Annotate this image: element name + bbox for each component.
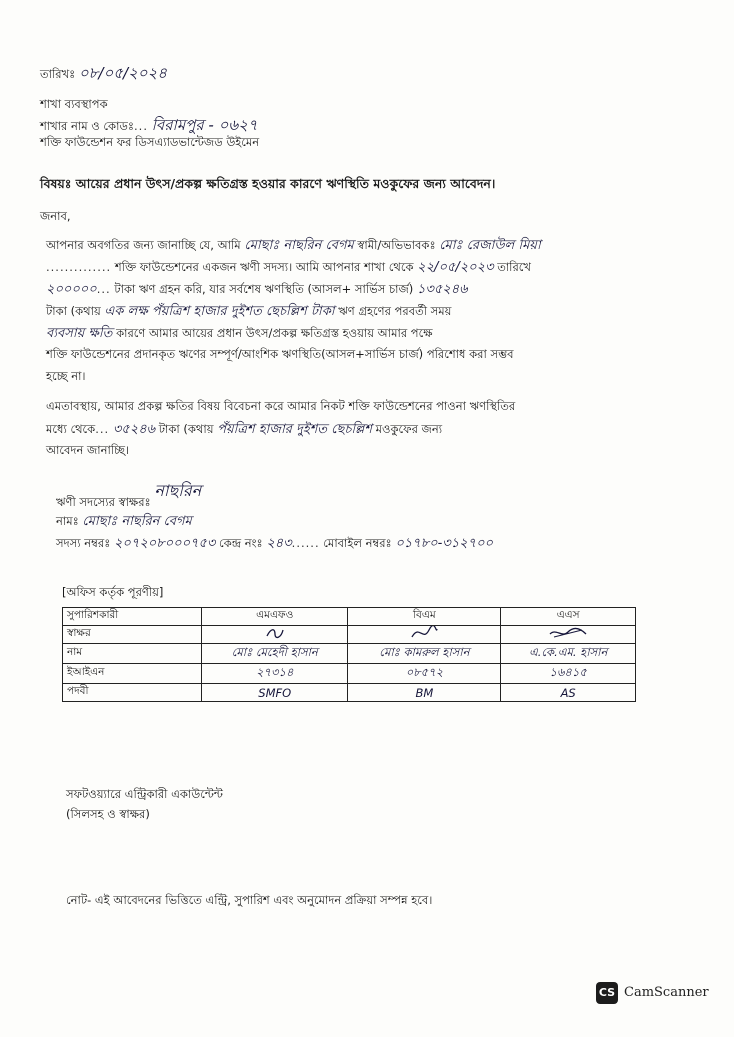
branch-line: শাখার নাম ও কোডঃ... বিরামপুর - ০৬২৭ <box>40 116 258 134</box>
office-table-header <box>63 608 636 626</box>
borrower-name-label: নামঃ <box>56 514 79 528</box>
para1-l3-text: টাকা ঋণ গ্রহন করি, যার সর্বশেষ ঋণস্থিতি (আসল+ সার্ভিস চার্জ) <box>114 282 414 296</box>
table-row <box>63 684 636 702</box>
para1-line7: হচ্ছে না। <box>46 369 86 383</box>
para1-l1-pre: আপনার অবগতির জন্য জানাচ্ছি যে, আমি <box>46 238 241 252</box>
loan-amount: ২০০০০০ <box>46 282 97 297</box>
bm-designation: BM <box>348 684 501 702</box>
col-mfo: এমএফও <box>202 608 348 626</box>
date-line <box>40 62 167 87</box>
para1-l4-suffix: ঋণ গ্রহণের পরবর্তী সময় <box>338 304 452 318</box>
table-row <box>63 644 636 664</box>
organization-name: শক্তি ফাউন্ডেশন ফর ডিসএ্যাডভান্টেজড উইমেন <box>40 135 260 149</box>
note-text: নোট- এই আবেদনের ভিত্তিতে এন্ট্রি, সুপারিশ এবং অনুমোদন প্রক্রিয়া সম্পন্ন হবে। <box>66 893 433 907</box>
borrower-name-line <box>56 512 192 533</box>
para2-line1: এমতাবস্থায়, আমার প্রকল্প ক্ষতির বিষয় বিবেচনা করে আমার নিকট শক্তি ফাউন্ডেশনের পাওনা ঋণস্থিতির <box>46 399 516 413</box>
loss-reason: ব্যবসায় ক্ষতি <box>46 326 113 341</box>
col-recommender: সুপারিশকারী <box>63 608 202 626</box>
para1-line4 <box>46 302 451 323</box>
balance-in-words: এক লক্ষ পঁয়ত্রিশ হাজার দুইশত ছেচল্লিশ টাকা <box>104 304 335 319</box>
para1-line6: শক্তি ফাউন্ডেশনের প্রদানকৃত ঋণের সম্পূর্ণ/আংশিক ঋণস্থিতি(আসল+সার্ভিস চার্জ) পরিশোধ করা সম্ভব <box>46 347 514 361</box>
member-no: ২০৭২০৮০০০৭৫৩ <box>113 536 216 551</box>
waiver-words-label: টাকা (কথায় <box>158 422 214 436</box>
bm-ein: ০৮৫৭২ <box>348 664 501 684</box>
row-label-name: নাম <box>63 644 202 664</box>
branch-value: বিরামপুর - ০৬২৭ <box>151 116 258 134</box>
salutation: জনাব, <box>40 209 71 223</box>
waiver-amount: ৩৫২৪৬ <box>112 422 156 437</box>
row-label-designation: পদবী <box>63 684 202 702</box>
para1-line5 <box>46 324 433 345</box>
guardian-name: মোঃ রেজাউল মিয়া <box>439 238 541 253</box>
borrower-signature-line <box>56 481 202 515</box>
branch-label: শাখার নাম ও কোডঃ <box>40 119 135 133</box>
subject-line: বিষয়ঃ আয়ের প্রধান উৎস/প্রকল্প ক্ষতিগ্রস্ত হওয়ার কারণে ঋণস্থিতি মওকুফের জন্য আবেদন। <box>40 176 496 191</box>
para1-line3: ২০০০০০... টাকা ঋণ গ্রহন করি, যার সর্বশেষ ঋণস্থিতি (আসল+ সার্ভিস চার্জ) ১৩৫২৪৬ <box>46 282 468 297</box>
office-heading: [অফিস কর্তৃক পূরণীয়] <box>62 585 164 599</box>
as-name: এ.কে.এম. হাসান <box>501 644 636 664</box>
waiver-in-words: পঁয়ত্রিশ হাজার দুইশত ছেচল্লিশ <box>217 422 372 437</box>
member-no-label: সদস্য নম্বরঃ <box>56 536 111 550</box>
member-info-line: সদস্য নম্বরঃ ২০৭২০৮০০০৭৫৩ কেন্দ্র নংঃ ২৪৩...... মোবাইল নম্বরঃ ০১৭৮০-৩১২৭০০ <box>56 536 493 551</box>
col-bm: বিএম <box>348 608 501 626</box>
loan-balance: ১৩৫২৪৬ <box>416 282 468 297</box>
as-ein: ১৬৪১৫ <box>501 664 636 684</box>
date-label: তারিখঃ <box>40 67 76 81</box>
mfo-signature <box>202 626 348 644</box>
row-label-signature: স্বাক্ষর <box>63 626 202 644</box>
camscanner-logo-icon: CS <box>596 982 618 1004</box>
date-value: ০৮/০৫/২০২৪ <box>78 64 167 82</box>
mobile-label: মোবাইল নম্বরঃ <box>323 536 392 550</box>
bm-name: মোঃ কামরুল হাসান <box>348 644 501 664</box>
as-designation: AS <box>501 684 636 702</box>
bm-signature <box>348 626 501 644</box>
mfo-name: মোঃ মেহেদী হাসান <box>202 644 348 664</box>
para2-line3: আবেদন জানাচ্ছি। <box>46 443 130 457</box>
para1-l5-text: কারণে আমার আয়ের প্রধান উৎস/প্রকল্প ক্ষতিগ্রস্ত হওয়ায় আমার পক্ষে <box>116 326 433 340</box>
para1-l2-suffix: তারিখে <box>497 260 531 274</box>
table-row <box>63 626 636 644</box>
para1-line1 <box>46 236 541 257</box>
mfo-ein: ২৭৩১৪ <box>202 664 348 684</box>
branch-manager-label: শাখা ব্যবস্থাপক <box>40 97 108 111</box>
table-row <box>63 664 636 684</box>
para2-line2: মধ্যে থেকে... ৩৫২৪৬ টাকা (কথায় পঁয়ত্রিশ হাজার দুইশত ছেচল্লিশ মওকুফের জন্য <box>46 422 443 437</box>
col-as: এএস <box>501 608 636 626</box>
loan-date: ২২/০৫/২০২৩ <box>417 260 494 275</box>
para1-l2-text: শক্তি ফাউন্ডেশনের একজন ঋণী সদস্য। আমি আপনার শাখা থেকে <box>114 260 414 274</box>
guardian-label: স্বামী/অভিভাবকঃ <box>357 238 436 252</box>
as-signature <box>501 626 636 644</box>
camscanner-watermark: CamScanner <box>624 985 709 1000</box>
software-accountant: সফটওয়্যারে এন্ট্রিকারী একাউন্টেন্ট <box>66 787 223 801</box>
borrower-name: মোছাঃ নাছরিন বেগম <box>82 514 192 529</box>
para2-l2-suffix: মওকুফের জন্য <box>375 422 443 436</box>
borrower-signature-label: ঋণী সদস্যের স্বাক্ষরঃ <box>56 495 151 509</box>
center-no: ২৪৩ <box>266 536 292 551</box>
mfo-designation: SMFO <box>202 684 348 702</box>
borrower-signature: নাছরিন <box>154 481 202 500</box>
mobile-no: ০১৭৮০-৩১২৭০০ <box>395 536 493 551</box>
para1-line2: .............. শক্তি ফাউন্ডেশনের একজন ঋণী সদস্য। আমি আপনার শাখা থেকে ২২/০৫/২০২৩ তারিখে <box>46 260 531 275</box>
row-label-ein: ইআইএন <box>63 664 202 684</box>
in-words-label: টাকা (কথায় <box>46 304 101 318</box>
para2-l2-pre: মধ্যে থেকে <box>46 422 96 436</box>
applicant-name: মোছাঃ নাছরিন বেগম <box>244 238 354 253</box>
office-table <box>62 607 636 702</box>
center-label: কেন্দ্র নংঃ <box>219 536 263 550</box>
seal-and-signature: (সিলসহ ও স্বাক্ষর) <box>66 807 150 821</box>
